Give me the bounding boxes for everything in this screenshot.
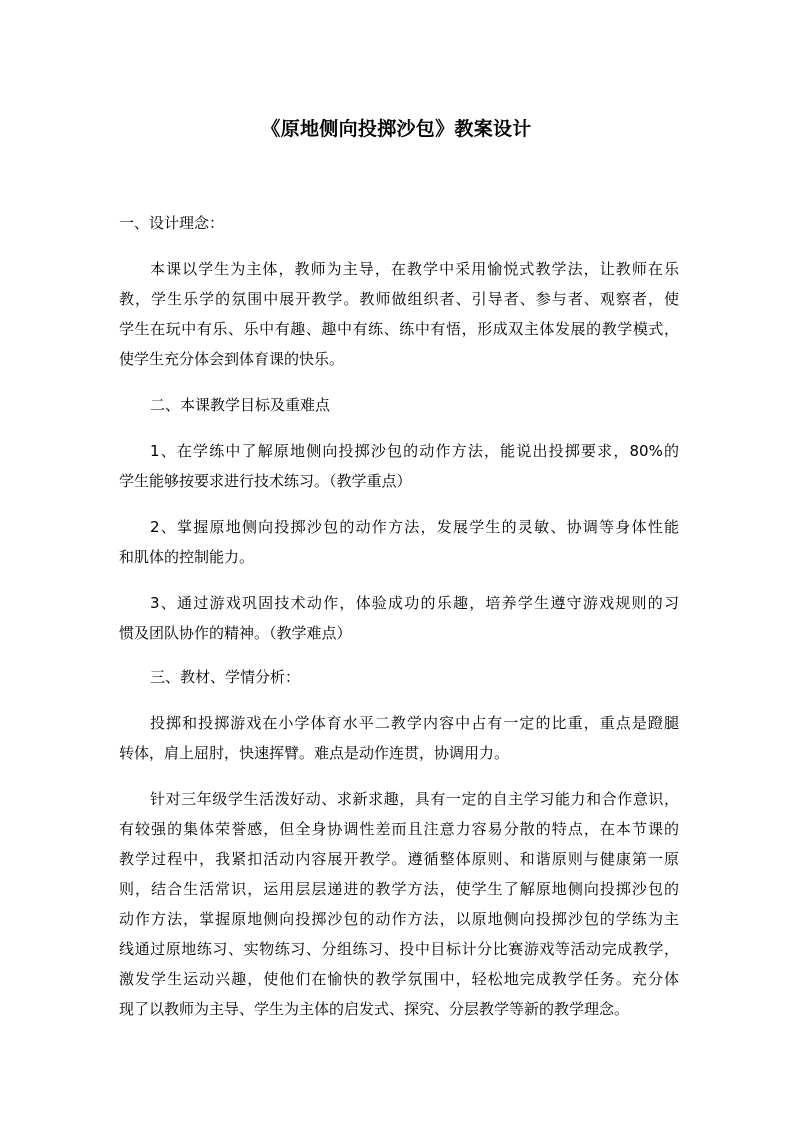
paragraph-line: 惯及团队协作的精神。（教学难点） — [119, 624, 352, 642]
paragraph-line: 学生在玩中有乐、乐中有趣、趣中有练、练中有悟，形成双主体发展的教学模式， — [119, 320, 679, 338]
paragraph-line: 本课以学生为主体，教师为主导，在教学中采用愉悦式教学法，让教师在乐 — [150, 260, 679, 278]
paragraph-line: 激发学生运动兴趣，使他们在愉快的教学氛围中，轻松地完成教学任务。充分体 — [119, 970, 679, 988]
paragraph-line: 使学生充分体会到体育课的快乐。 — [119, 350, 345, 368]
paragraph-line: 2、掌握原地侧向投掷沙包的动作方法，发展学生的灵敏、协调等身体性能 — [150, 518, 679, 536]
paragraph-line: 和肌体的控制能力。 — [119, 548, 255, 566]
paragraph-line: 学生能够按要求进行技术练习。（教学重点） — [119, 472, 412, 490]
paragraph-line: 投掷和投掷游戏在小学体育水平二教学内容中占有一定的比重，重点是蹬腿 — [150, 714, 679, 732]
document-title: 《原地侧向投掷沙包》教案设计 — [261, 118, 532, 140]
paragraph-line: 有较强的集体荣誉感，但全身协调性差而且注意力容易分散的特点，在本节课的 — [119, 820, 679, 838]
paragraph-line: 动作方法，掌握原地侧向投掷沙包的动作方法，以原地侧向投掷沙包的学练为主 — [119, 910, 679, 928]
paragraph-line: 线通过原地练习、实物练习、分组练习、投中目标计分比赛游戏等活动完成教学， — [119, 940, 679, 958]
paragraph-line: 3、通过游戏巩固技术动作，体验成功的乐趣，培养学生遵守游戏规则的习 — [150, 594, 679, 612]
paragraph-line: 现了以教师为主导、学生为主体的启发式、探究、分层教学等新的教学理念。 — [119, 1000, 630, 1018]
paragraph-line: 教学过程中，我紧扣活动内容展开教学。遵循整体原则、和谐原则与健康第一原 — [119, 850, 679, 868]
paragraph-line: 针对三年级学生活泼好动、求新求趣，具有一定的自主学习能力和合作意识， — [150, 790, 679, 808]
paragraph-line: 则，结合生活常识，运用层层递进的教学方法，使学生了解原地侧向投掷沙包的 — [119, 880, 679, 898]
section-heading-analysis: 三、教材、学情分析： — [150, 668, 301, 686]
paragraph-line: 转体，肩上屈肘，快速挥臂。难点是动作连贯，协调用力。 — [119, 744, 510, 762]
section-heading-objectives: 二、本课教学目标及重难点 — [150, 396, 331, 414]
paragraph-line: 教，学生乐学的氛围中展开教学。教师做组织者、引导者、参与者、观察者，使 — [119, 290, 679, 308]
section-heading-design-concept: 一、设计理念： — [119, 214, 225, 232]
paragraph-line: 1、在学练中了解原地侧向投掷沙包的动作方法，能说出投掷要求，80%的 — [150, 442, 679, 460]
